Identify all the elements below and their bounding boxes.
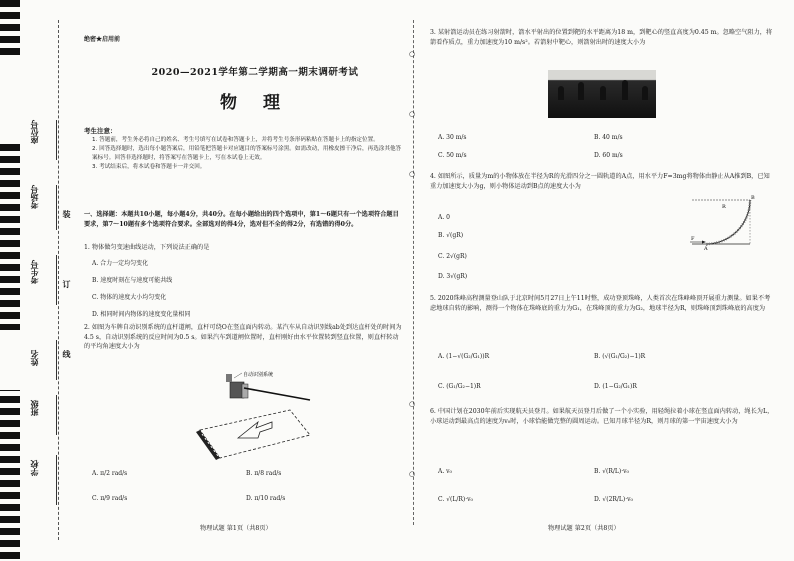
q4-label-b: B bbox=[751, 195, 755, 201]
section-intro: 一、选择题：本题共10小题，每小题4分，共40分。在每小题给出的四个选项中，第1～6题只有一个选项符合题目要求，第7～10题有多个选项符合要求。全部选对的得4分，选对但不全的得2分，有选错的得0分。 bbox=[84, 211, 399, 228]
notice-item: 1. 答题前，考生务必将自己的姓名、考生号填写在试卷和答题卡上，并将考生号条形码粘贴在答题卡上的指定位置。 bbox=[92, 137, 379, 143]
page-fold-line bbox=[413, 20, 414, 525]
q3-option-c: C. 50 m/s bbox=[438, 152, 467, 159]
q5-option-a: A. (1−√(G₂/G₁))R bbox=[438, 353, 490, 360]
exam-sheet: 座位号 考场号 考生号 姓名 班级 学校 装 订 线 绝密★启用前 2020—2021学年第二学期高一期末调研考试 物 理 考生注意： 1. 答题前，考生务必将自己的姓名、考生号填写在试卷和答题卡上，并将考生号条形码粘贴在答题卡上的指定位置。 2. 回答选择题时，选出每小题答案后，用铅笔把答题卡对应题目的答案标号涂黑。如需改动，用橡皮擦干净后，再选涂其他答案标号。回答非选择题时，将答案写在答题卡上，写在本试卷上无效。 3. 考试结束后，将本试卷和答题卡一并交回。 一、选择题：本题共10小题，每小题4分，共40分。在每小题给出的四个选项中，第1～6题只有一个选项符合题目要求，第7～10题有多个选项符合要求。全部选对的得4分，选对但不全的得2分，有选错的得0分。 1. 物体做匀变速曲线运动，下列说法正确的是 A. 合力一定均匀变化 B. 速度时刻在与速度可能共线 C. 物体的速度大小均匀变化 D. 相同时间内物体的速度变化量相同 2. 如图为车牌自动识别系统的直杆道闸，直杆可绕O在竖直面内转动。某汽车从自动识别线ab处到达直杆处的时间为4.5 s，自动识别系统的反应时间为0.5 s。如果汽车到道闸位置时，直杆刚好由水平位置转到竖直位置，则直杆转动的平均角速度大小为 自动识别系统 A. π/2 rad/s B. π/8 rad/s C. π/9 rad/s D. π/10 rad/s 物理试题 第1页（共8页） ○ ○ ○ ○ ○ 3. 某射箭运动员在练习射箭时，箭水平射出的位置到靶的水平距离为18 m，到靶心的竖直高度为0.45 m。忽略空气阻力，将箭看作质点，重力加速度为10 m/s²。若箭射中靶心，则箭射出时的速度大小为 A. 30 m/s B. 40 m/s C. 50 m/s D. 60 m/s 4. 如图所示，质量为m的小物体放在半径为R的光滑四分之一圆轨道的A点，用水平力F=3mg将物体由静止从A推到B，已知重力加速度大小为g，则小物体运动到B点的速度大小为 R B A F A. 0 B. √(gR) C. 2√(gR) D. 3√(gR) 5. 2020珠峰高程测量登山队于北京时间5月27日上午11时整，成功登顶珠峰，人类首次在珠峰峰顶开展重力测量。如果不考虑地球自转的影响，测得一个物体在珠峰底的重力为G₁，在珠峰顶的重力为G₂，地球半径为R，则珠峰顶到珠峰底的高度为 A. (1−√(G₂/G₁))R B. (√(G₁/G₂)−1)R C. (G₁/G₂−1)R D. (1−G₂/G₁)R 6. 中国计划在2030年前后实现航天员登月。如果航天员登月后做了一个小实验，用轻绳拉着小球在竖直面内转动，绳长为L，小球运动到最高点的速度为v₀时，小球恰能做完整的圆周运动。已知月球半径为R，则月球的第一宇宙速度大小为 A. v₀ B. √(R/L)·v₀ C. √(L/R)·v₀ D. √(2R/L)·v₀ 物理试题 第2页（共8页） bbox=[0, 0, 794, 561]
binding-dash-line bbox=[58, 20, 59, 540]
q3-option-a: A. 30 m/s bbox=[438, 134, 467, 141]
q3-option-b: B. 40 m/s bbox=[594, 134, 623, 141]
q5-stem: 5. 2020珠峰高程测量登山队于北京时间5月27日上午11时整，成功登顶珠峰，人类首次在珠峰峰顶开展重力测量。如果不考虑地球自转的影响，测得一个物体在珠峰底的重力为G₁，在珠峰顶的重力为G₂，地球半径为R，则珠峰顶到珠峰底的高度为 bbox=[430, 295, 771, 312]
q3-option-d: D. 60 m/s bbox=[594, 152, 623, 159]
seal-word-3: 线 bbox=[62, 350, 72, 358]
left-page-footer: 物理试题 第1页（共8页） bbox=[200, 525, 272, 532]
exam-title: 2020—2021学年第二学期高一期末调研考试 bbox=[151, 67, 359, 78]
binding-label-school: 学校 bbox=[29, 460, 39, 476]
q6-option-b: B. √(R/L)·v₀ bbox=[594, 468, 629, 475]
q5-option-c: C. (G₁/G₂−1)R bbox=[438, 383, 481, 390]
q2-stem: 2. 如图为车牌自动识别系统的直杆道闸，直杆可绕O在竖直面内转动。某汽车从自动识别线ab处到达直杆处的时间为4.5 s，自动识别系统的反应时间为0.5 s。如果汽车到道闸位置时，直杆刚好由水平位置转到竖直位置，则直杆转动的平均角速度大小为 bbox=[84, 324, 402, 351]
binding-label-name: 姓名 bbox=[29, 350, 39, 366]
q3-stem: 3. 某射箭运动员在练习射箭时，箭水平射出的位置到靶的水平距离为18 m，到靶心的竖直高度为0.45 m。忽略空气阻力，将箭看作质点，重力加速度为10 m/s²。若箭射中靶心，则箭射出时的速度大小为 bbox=[430, 29, 773, 46]
q2-option-c: C. π/9 rad/s bbox=[92, 495, 128, 502]
q4-label-force: F bbox=[691, 236, 695, 242]
q4-option-b: B. √(gR) bbox=[438, 232, 464, 239]
q4-track-figure bbox=[688, 194, 754, 250]
q6-option-d: D. √(2R/L)·v₀ bbox=[594, 496, 633, 503]
q1-option-c: C. 物体的速度大小均匀变化 bbox=[92, 294, 167, 301]
notice-list bbox=[92, 136, 402, 173]
q4-label-a: A bbox=[704, 246, 708, 252]
q2-option-a: A. π/2 rad/s bbox=[92, 470, 128, 477]
q2-barrier-figure bbox=[180, 370, 320, 460]
q1-option-d: D. 相同时间内物体的速度变化量相同 bbox=[92, 311, 191, 318]
q6-option-a: A. v₀ bbox=[438, 468, 452, 475]
q6-stem: 6. 中国计划在2030年前后实现航天员登月。如果航天员登月后做了一个小实验，用轻绳拉着小球在竖直面内转动，绳长为L，小球运动到最高点的速度为v₀时，小球恰能做完整的圆周运动。已知月球半径为R，则月球的第一宇宙速度大小为 bbox=[430, 408, 774, 425]
q4-stem: 4. 如图所示，质量为m的小物体放在半径为R的光滑四分之一圆轨道的A点，用水平力F=3mg将物体由静止从A推到B，已知重力加速度大小为g，则小物体运动到B点的速度大小为 bbox=[430, 173, 770, 190]
q1-option-a: A. 合力一定均匀变化 bbox=[92, 260, 149, 267]
seal-word-1: 装 bbox=[62, 210, 72, 218]
binding-label-seat: 座位号 bbox=[29, 120, 39, 144]
binding-info-area bbox=[22, 20, 60, 540]
binding-label-room: 考场号 bbox=[29, 185, 39, 209]
notice-item: 3. 考试结束后，将本试卷和答题卡一并交回。 bbox=[92, 164, 206, 171]
q4-option-c: C. 2√(gR) bbox=[438, 253, 467, 260]
q1-stem: 1. 物体做匀变速曲线运动，下列说法正确的是 bbox=[84, 244, 210, 251]
q1-option-b: B. 速度时刻在与速度可能共线 bbox=[92, 277, 173, 284]
binding-label-candidate-no: 考生号 bbox=[29, 260, 39, 284]
seal-word-2: 订 bbox=[62, 280, 72, 288]
notice-heading: 考生注意： bbox=[84, 127, 117, 135]
q6-option-c: C. √(L/R)·v₀ bbox=[438, 496, 473, 503]
notice-item: 2. 回答选择题时，选出每小题答案后，用铅笔把答题卡对应题目的答案标号涂黑。如需改动，用橡皮擦干净后，再选涂其他答案标号。回答非选择题时，将答案写在答题卡上，写在本试卷上无效。 bbox=[92, 146, 402, 161]
subject-title: 物 理 bbox=[220, 93, 290, 113]
q2-option-d: D. π/10 rad/s bbox=[246, 495, 286, 502]
secret-mark: 绝密★启用前 bbox=[84, 36, 121, 43]
q4-option-d: D. 3√(gR) bbox=[438, 273, 468, 280]
q5-option-d: D. (1−G₂/G₁)R bbox=[594, 383, 637, 390]
q4-option-a: A. 0 bbox=[438, 214, 450, 221]
q2-option-b: B. π/8 rad/s bbox=[246, 470, 282, 477]
q5-option-b: B. (√(G₁/G₂)−1)R bbox=[594, 353, 646, 360]
binding-label-class: 班级 bbox=[29, 400, 39, 416]
q2-figure-label: 自动识别系统 bbox=[243, 372, 274, 378]
q3-archery-photo bbox=[548, 70, 656, 118]
right-page-footer: 物理试题 第2页（共8页） bbox=[548, 525, 620, 532]
q4-label-radius: R bbox=[722, 204, 726, 210]
